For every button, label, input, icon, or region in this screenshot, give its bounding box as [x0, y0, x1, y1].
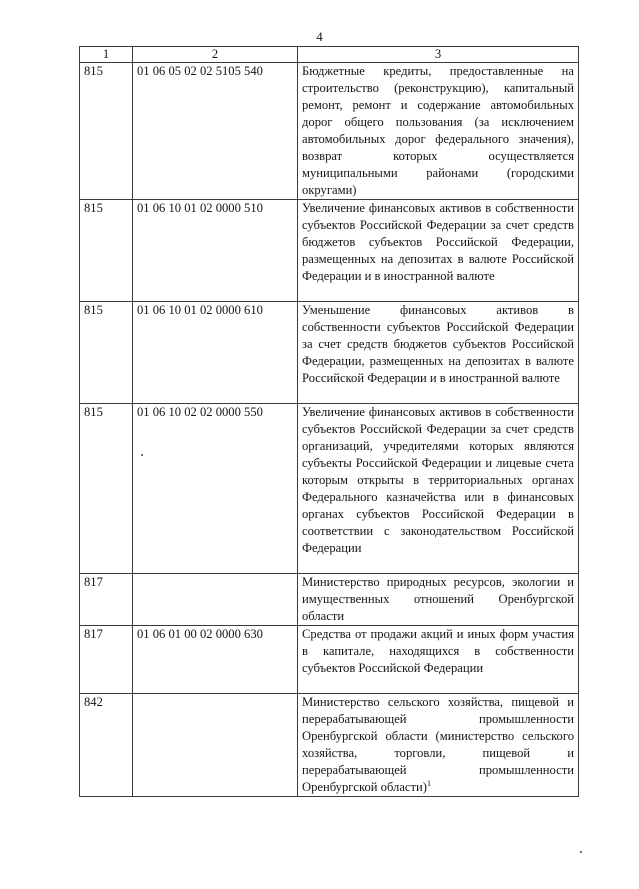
- table-row: [80, 63, 579, 200]
- admin-code-cell: 815: [80, 404, 133, 574]
- table-row: [80, 574, 579, 626]
- table-row: [80, 404, 579, 574]
- admin-code-cell: 815: [80, 200, 133, 302]
- page-number: 4: [316, 29, 323, 44]
- classification-code-cell: 01 06 10 01 02 0000 610: [133, 302, 298, 404]
- classification-code-cell: 01 06 10 01 02 0000 510: [133, 200, 298, 302]
- description-text: Министерство сельского хозяйства, пищевой и перерабатывающей промышленности Оренбургской области (министерство сельского хозяйства, торговли, пищевой и перерабатывающей промышленности Оренбургской области): [302, 695, 574, 794]
- admin-code-cell: 842: [80, 694, 133, 797]
- footnote-marker: 1: [426, 778, 431, 788]
- description-cell: Министерство природных ресурсов, экологии и имущественных отношений Оренбургской области: [298, 574, 579, 626]
- scan-speck: [141, 454, 143, 456]
- description-cell: Уменьшение финансовых активов в собственности субъектов Российской Федерации за счет средств бюджетов субъектов Российской Федерации, размещенных на депозитах в валюте Российской Федерации и в иностранной валюте: [298, 302, 579, 404]
- classification-code-cell: [133, 694, 298, 797]
- table-row: [80, 200, 579, 302]
- description-cell: Бюджетные кредиты, предоставленные на строительство (реконструкцию), капитальный ремонт, ремонт и содержание автомобильных дорог общего пользования (за исключением автомобильных дорог федерального значения), возврат которых осуществляется муниципальными районами (городскими округами): [298, 63, 579, 200]
- admin-code-cell: 817: [80, 574, 133, 626]
- classification-code-cell: [133, 574, 298, 626]
- table-row: [80, 694, 579, 797]
- column-header-1: 1: [80, 47, 133, 63]
- classification-code-cell: 01 06 10 02 02 0000 550: [133, 404, 298, 574]
- budget-classification-table: [79, 46, 579, 797]
- table-header-row: [80, 47, 579, 63]
- classification-code-cell: 01 06 01 00 02 0000 630: [133, 626, 298, 694]
- admin-code-cell: 815: [80, 63, 133, 200]
- classification-code-cell: 01 06 05 02 02 5105 540: [133, 63, 298, 200]
- column-header-3: 3: [298, 47, 579, 63]
- description-cell: Средства от продажи акций и иных форм участия в капитале, находящихся в собственности субъектов Российской Федерации: [298, 626, 579, 694]
- description-cell: Увеличение финансовых активов в собственности субъектов Российской Федерации за счет средств организаций, учредителями которых являются субъекты Российской Федерации и лицевые счета которым открыты в территориальных органах Федерального казначейства или в финансовых органах субъектов Российской Федерации в соответствии с законодательством Российской Федерации: [298, 404, 579, 574]
- admin-code-cell: 817: [80, 626, 133, 694]
- description-cell: Увеличение финансовых активов в собственности субъектов Российской Федерации за счет средств бюджетов субъектов Российской Федерации, размещенных на депозитах в валюте Российской Федерации и в иностранной валюте: [298, 200, 579, 302]
- table-row: [80, 302, 579, 404]
- column-header-2: 2: [133, 47, 298, 63]
- table-row: [80, 626, 579, 694]
- description-cell: [298, 694, 579, 797]
- scan-speck: [580, 851, 582, 853]
- admin-code-cell: 815: [80, 302, 133, 404]
